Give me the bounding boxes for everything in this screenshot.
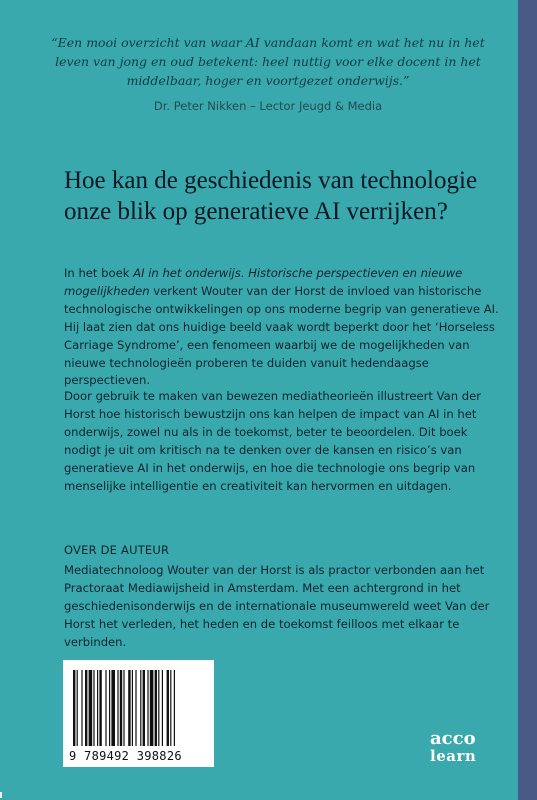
book-title: AI in het onderwijs. Historische perspectieven en nieuwe mogelijkheden xyxy=(64,266,463,298)
edge-mark xyxy=(0,792,2,798)
publisher-logo-top: acco xyxy=(430,728,476,749)
description-paragraph-1 xyxy=(64,265,504,390)
endorsement-quote: “Een mooi overzicht van waar AI vandaan komt en wat het nu in het leven van jong en oud betekent: heel nuttig voor elke docent in het middelbaar, hoger en voortgezet onderwijs.” xyxy=(51,35,485,88)
publisher-logo xyxy=(430,729,490,764)
book-spine xyxy=(518,0,537,800)
paragraph-intro: In het boek xyxy=(64,266,134,280)
back-cover-headline: Hoe kan de geschiedenis van technologie onze blik op generatieve AI verrijken? xyxy=(64,167,478,225)
paragraph-body: verkent Wouter van der Horst de invloed van historische technologische ontwikkelingen op ons moderne begrip van generatieve AI. Hij laat zien dat ons huidige beeld vaak wordt beperkt door het ‘Horseless Carriage Syndrome’, een fenomeen waarbij we de mogelijkheden van nieuwe technologieën proberen te duiden vanuit hedendaagse perspectieven. xyxy=(64,283,499,388)
barcode-bars xyxy=(73,670,204,746)
author-bio: Mediatechnoloog Wouter van der Horst is als practor verbonden aan het Practoraat Mediawijsheid in Amsterdam. Met een achtergrond in het geschiedenisonderwijs en de internationale museumwereld weet Van der Horst het verleden, het heden en de toekomst feilloos met elkaar te verbinden. xyxy=(64,563,490,649)
isbn-number: 9 789492 398826 xyxy=(69,749,182,763)
description-paragraph-2: Door gebruik te maken van bewezen mediatheorieën illustreert Van der Horst hoe historisch bewustzijn ons kan helpen de impact van AI in het onderwijs, zowel nu als in de toekomst, beter te beoordelen. Dit boek nodigt je uit om kritisch na te denken over de kansen en risico’s van generatieve AI in het onderwijs, en hoe die technologie ons begrip van menselijke intelligentie en creativiteit kan hervormen en uitdagen. xyxy=(64,389,482,493)
publisher-logo-bottom: learn xyxy=(430,747,477,765)
author-section-heading: OVER DE AUTEUR xyxy=(64,543,170,557)
quote-attribution: Dr. Peter Nikken – Lector Jeugd & Media xyxy=(153,99,383,113)
isbn-barcode xyxy=(63,660,214,767)
